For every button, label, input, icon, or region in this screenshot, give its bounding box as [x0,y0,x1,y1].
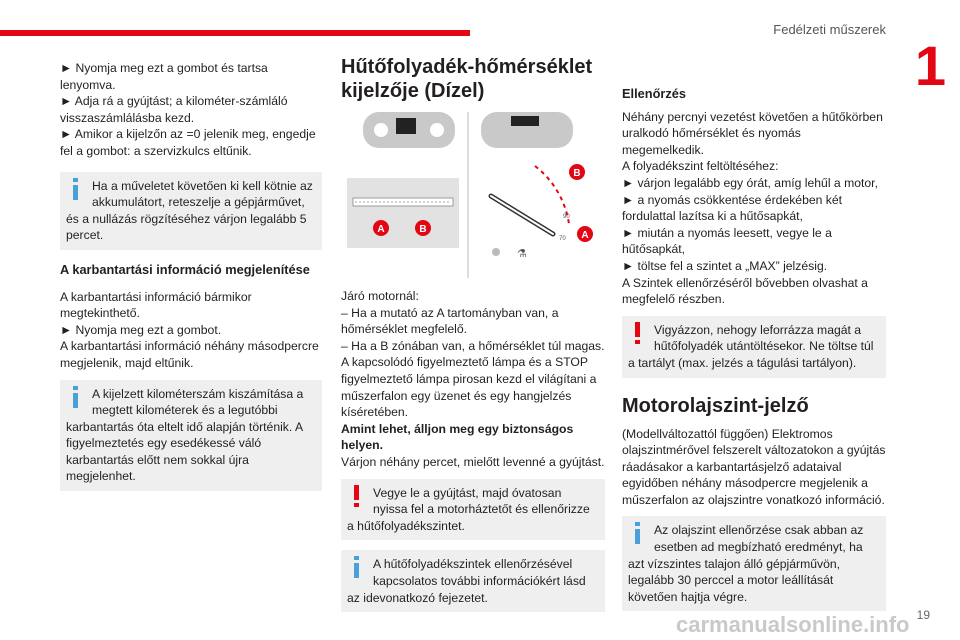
svg-text:B: B [573,168,581,179]
step: ► miután a nyomás leesett, vegye le a hűtősapkát, [622,225,832,257]
step: ► Adja rá a gyújtást; a kilométer-számláló visszaszámlálásba kezd. [60,94,288,125]
info-note: A kijelzett kilométerszám kiszámítása a megtett kilométerek és a legutóbbi karbantartás óta eltelt idő alapján történik. A figyelmeztetés egy esedékessé váló karbantartás előtt nem sokkal újra megjelenhet. [60,380,322,492]
page-number: 19 [916,608,930,622]
info-note: A hűtőfolyadékszintek ellenőrzésével kapcsolatos további információkért lásd az idevonatkozó fejezetet. [341,550,605,612]
section-title: Motorolajszint-jelző [622,394,809,417]
paragraph: Várjon néhány percet, mielőtt levenné a gyújtást. [341,454,605,469]
tick-label: 90 [563,214,570,220]
section-heading: Ellenőrzés [622,86,687,101]
paragraph: (Modellváltozattól függően) Elektromos olajszintmérővel felszerelt változatokon a gyújtás ráadásakor a karbantartásjelző adataival egyidőben néhány másodpercre megjelenik a műszerfalon az olajszintre vonatkozó információ. [622,426,886,507]
top-accent-bar [0,30,470,36]
temperature-icon: ⚗ [517,248,527,260]
warning-note: Vigyázzon, nehogy leforrázza magát a hűtőfolyadék utántöltésekor. Ne töltse túl a tartályt (max. jelzés a tágulási tartályon). [622,316,886,378]
coolant-gauge-figure [341,106,603,286]
info-icon [70,178,86,200]
info-icon [70,386,86,408]
svg-text:B: B [419,224,427,235]
section-title: Hűtőfolyadék-hőmérséklet kijelzője (Dízel) [341,56,593,102]
svg-text:A: A [581,230,589,241]
watermark: carmanualsonline.info [676,612,910,637]
warning-icon [351,485,367,507]
step: ► Amikor a kijelzőn az =0 jelenik meg, engedje fel a gombot: a szervizkulcs eltűnik. [60,127,316,158]
paragraph: A Szintek ellenőrzéséről bővebben olvashat a megfelelő részben. [622,275,868,307]
paragraph: Néhány percnyi vezetést követően a hűtőkörben uralkodó hőmérséklet és nyomás megemelkedik. [622,109,883,157]
step: ► várjon legalább egy órát, amíg lehűl a motor, [622,175,878,190]
paragraph: A karbantartási információ bármikor megtekinthető. [60,289,252,321]
dial-gauge [491,166,569,260]
section-heading: A karbantartási információ megjelenítése [60,261,310,277]
step: ► töltse fel a szintet a „MAX” jelzésig. [622,258,828,273]
info-icon [632,522,648,544]
step: ► Nyomja meg ezt a gombot. [60,322,222,337]
paragraph: A folyadékszint feltöltéséhez: [622,159,779,174]
tick-label: 70 [559,236,566,242]
column-2 [341,55,605,103]
chapter-number: 1 [914,34,946,97]
list-item: – Ha a mutató az A tartományban van, a hőmérséklet megfelelő. [341,305,559,337]
svg-text:A: A [377,224,385,235]
bold-warning: Amint lehet, álljon meg egy biztonságos helyen. [341,421,574,453]
bar-gauge [347,178,459,248]
column-3 [622,86,886,611]
paragraph: A karbantartási információ néhány másodpercre megjelenik, majd eltűnik. [60,339,319,370]
column-1 [60,60,322,491]
step: ► Nyomja meg ezt a gombot és tartsa lenyomva. [60,61,268,92]
step: ► a nyomás csökkentése érdekében két fordulattal lazítsa ki a hűtősapkát, [622,192,843,224]
paragraph: Járó motornál: [341,289,419,303]
warning-icon [632,322,648,344]
cluster-illustration-right [481,112,573,148]
info-note: Az olajszint ellenőrzése csak abban az esetben ad megbízható eredményt, ha azt vízszintes talajon álló gépjárművön, legalább 30 perccel a motor leállítását követően hajtja végre. [622,516,886,611]
warning-note: Vegye le a gyújtást, majd óvatosan nyissa fel a motorháztetőt és ellenőrizze a hűtőfolyadékszintet. [341,479,605,541]
column-2-body [341,288,605,612]
cluster-illustration-left [363,112,455,148]
info-icon [351,556,367,578]
info-note: Ha a műveletet követően ki kell kötnie az akkumulátort, reteszelje a gépjárművet, és a nullázás rögzítéséhez várjon legalább 5 percet. [60,172,322,250]
section-header: Fedélzeti műszerek [773,22,886,37]
list-item: – Ha a B zónában van, a hőmérséklet túl magas. A kapcsolódó figyelmeztető lámpa és a STOP figyelmeztető lámpa pirosan kezd el világítani a műszerfalon egy üzenet és egy hangjelzés kíséretében. [341,338,605,420]
